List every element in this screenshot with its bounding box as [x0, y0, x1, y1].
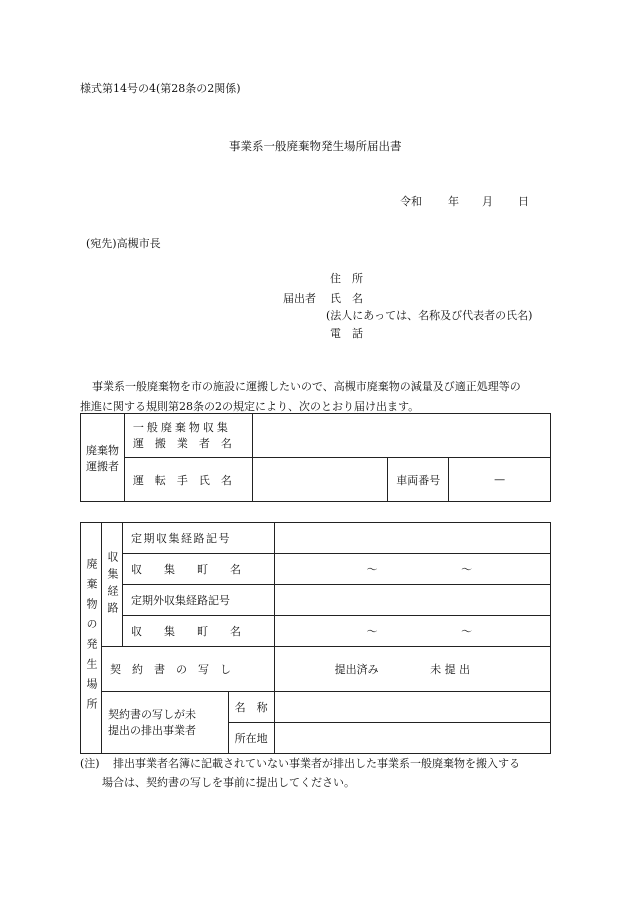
town-range-1[interactable]: [274, 554, 550, 585]
contract-status-cell[interactable]: [274, 647, 550, 692]
town-range-2[interactable]: [274, 616, 550, 647]
note-line-2: 場合は、契約書の写しを事前に提出してください。: [102, 776, 355, 789]
not-submitted-option[interactable]: 未 提 出: [430, 663, 471, 676]
irregular-route-value-cell[interactable]: [274, 585, 550, 616]
date-era: 令和: [400, 195, 422, 208]
location-group-label: 廃棄物の発生場所: [81, 523, 102, 754]
tilde-1b: ～: [461, 563, 473, 576]
addressee: (宛先)高槻市長: [86, 237, 161, 250]
note-line-1: 排出事業者名簿に記載されていない事業者が排出した事業系一般廃棄物を搬入する: [113, 757, 520, 770]
notifier-role-label: 届出者: [283, 292, 316, 305]
driver-label: 運 転 手 氏 名: [124, 458, 252, 502]
irregular-route-label: 定期外収集経路記号: [122, 585, 274, 616]
town-label-2: 収 集 町 名: [122, 616, 274, 647]
date-day-label: 日: [518, 195, 529, 208]
location-table: [80, 522, 551, 754]
discharger-name-label: 名 称: [228, 692, 274, 723]
contract-label: 契 約 書 の 写 し: [101, 647, 274, 692]
transporter-group-label: 廃棄物 運搬者: [81, 414, 125, 502]
town-label-1: 収 集 町 名: [122, 554, 274, 585]
intro-line-2: 推進に関する規則第28条の2の規定により、次のとおり届け出ます。: [80, 400, 420, 413]
collector-value-cell[interactable]: [252, 414, 550, 458]
submitted-option[interactable]: 提出済み: [334, 663, 379, 676]
tilde-1a: ～: [366, 563, 378, 576]
phone-label: 電 話: [330, 327, 363, 340]
regular-route-value-cell[interactable]: [274, 523, 550, 554]
page-title: 事業系一般廃棄物発生場所届出書: [229, 139, 402, 153]
discharger-location-value-cell[interactable]: [274, 723, 550, 754]
vehicle-value[interactable]: —: [449, 458, 551, 502]
name-note: (法人にあっては、名称及び代表者の氏名): [326, 309, 533, 322]
form-number: 様式第14号の4(第28条の2関係): [80, 82, 241, 95]
tilde-2a: ～: [366, 625, 378, 638]
date-month-label: 月: [482, 195, 493, 208]
transporter-table: [80, 413, 551, 502]
note-marker: (注): [80, 757, 100, 770]
discharger-label: 契約書の写しが未 提出の排出事業者: [101, 692, 228, 754]
intro-line-1: 事業系一般廃棄物を市の施設に運搬したいので、高槻市廃棄物の減量及び適正処理等の: [92, 380, 521, 393]
name-label: 氏 名: [330, 292, 363, 305]
regular-route-label: 定期収集経路記号: [122, 523, 274, 554]
discharger-name-value-cell[interactable]: [274, 692, 550, 723]
date-year-label: 年: [448, 195, 459, 208]
collector-label: 一般廃棄物収集 運 搬 業 者 名: [124, 414, 252, 458]
discharger-location-label: 所在地: [228, 723, 274, 754]
address-label: 住 所: [330, 272, 363, 285]
route-label: 収集経路: [101, 523, 122, 647]
vehicle-label: 車両番号: [388, 458, 449, 502]
tilde-2b: ～: [461, 625, 473, 638]
driver-value-cell[interactable]: [252, 458, 388, 502]
